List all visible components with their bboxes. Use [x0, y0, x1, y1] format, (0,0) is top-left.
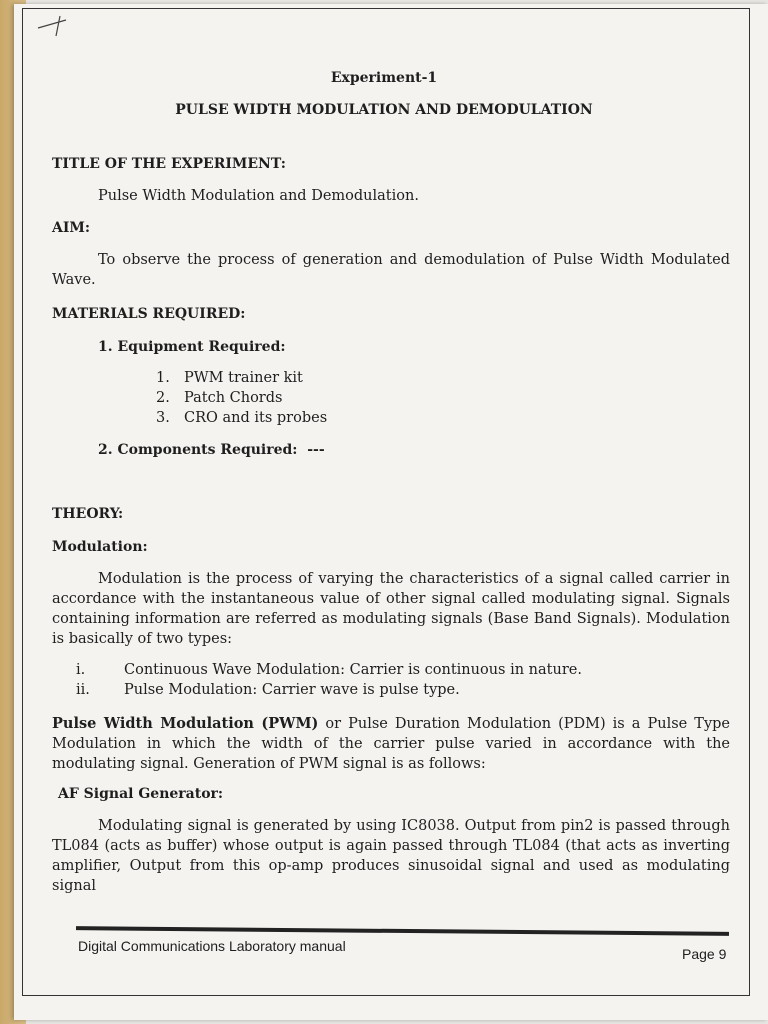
materials-heading: MATERIALS REQUIRED: [52, 306, 246, 322]
modulation-paragraph: Modulation is the process of varying the characteristics of a signal called carrier in accordance with the instantaneous value of other signal called modulating signal. Signals containing information are referred as modulating signals (Base Band Signals). Modulation is basically of two types: [52, 571, 730, 647]
list-item: 2. Patch Chords [156, 390, 283, 406]
footer-manual-title: Digital Communications Laboratory manual [78, 938, 346, 954]
title-heading: TITLE OF THE EXPERIMENT: [52, 156, 286, 172]
modulation-heading: Modulation: [52, 539, 148, 555]
pwm-description: or Pulse Duration Modulation (PDM) is a Pulse Type Modulation in which the width of the carrier pulse varied in accordance with the modulating signal. Generation of PWM signal is as follows: [52, 716, 730, 772]
equipment-list [156, 368, 327, 428]
af-paragraph: Modulating signal is generated by using IC8038. Output from pin2 is passed through TL084 (acts as buffer) whose output is again passed through TL084 (that acts as inverting amplifier, Output from this op-amp produces sinusoidal signal and used as modulating signal [52, 818, 730, 894]
list-item: 1. PWM trainer kit [156, 370, 303, 386]
list-item: i. Continuous Wave Modulation: Carrier is continuous in nature. [76, 662, 582, 678]
theory-heading: THEORY: [52, 506, 124, 522]
modulation-types-list [76, 660, 582, 700]
components-heading: 2. Components Required: --- [98, 442, 325, 458]
pwm-term: Pulse Width Modulation (PWM) [52, 715, 319, 732]
page-number: Page 9 [682, 946, 727, 962]
main-title: PULSE WIDTH MODULATION AND DEMODULATION [175, 102, 593, 118]
list-item: 3. CRO and its probes [156, 410, 328, 426]
af-heading: AF Signal Generator: [58, 786, 224, 802]
aim-heading: AIM: [52, 220, 91, 236]
aim-text: To observe the process of generation and demodulation of Pulse Width Modulated Wave. [52, 252, 730, 288]
pen-tick-mark [36, 14, 76, 38]
experiment-number: Experiment-1 [330, 70, 438, 86]
pwm-paragraph [52, 714, 730, 774]
list-item: ii. Pulse Modulation: Carrier wave is pulse type. [76, 682, 460, 698]
title-text: Pulse Width Modulation and Demodulation. [98, 188, 419, 204]
equipment-heading: 1. Equipment Required: [98, 339, 286, 355]
